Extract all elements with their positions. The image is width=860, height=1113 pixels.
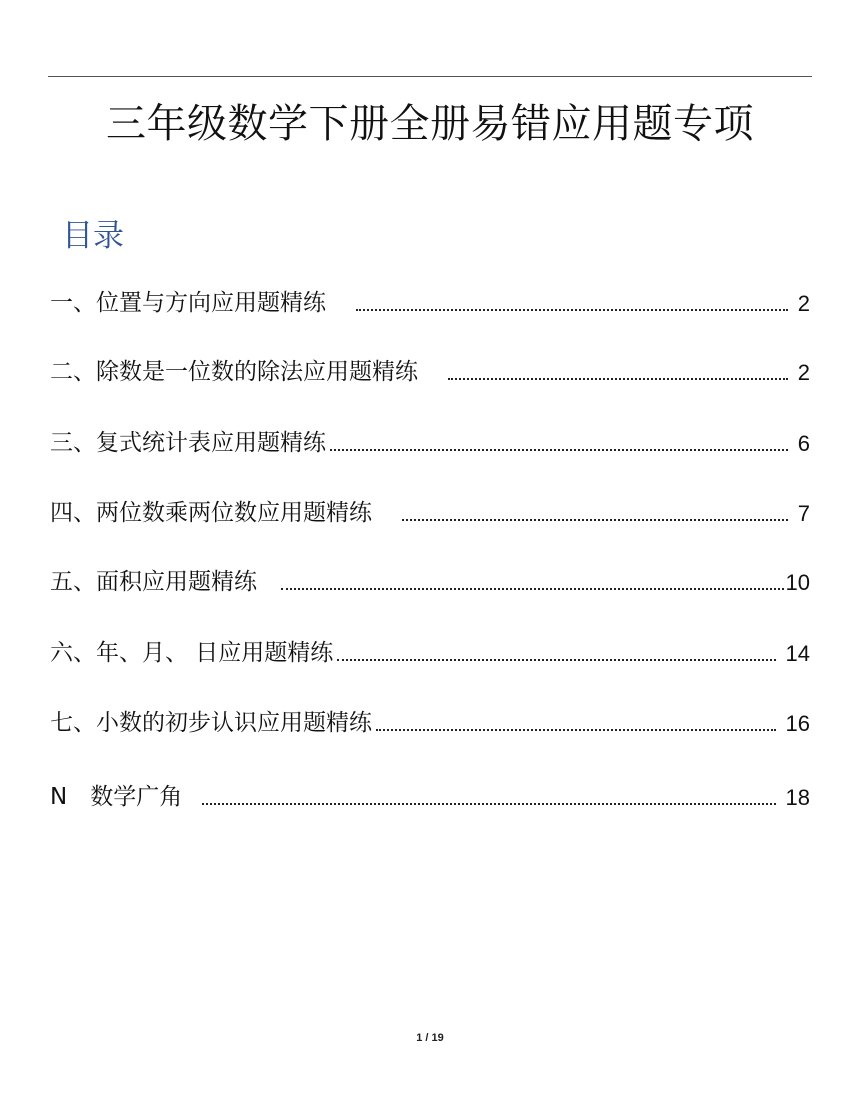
toc-entry[interactable] bbox=[50, 637, 810, 667]
document-title: 三年级数学下册全册易错应用题专项 bbox=[106, 101, 754, 147]
toc-entry[interactable] bbox=[50, 707, 810, 737]
toc-leader-dots bbox=[337, 659, 775, 661]
toc-entry-label: 一、位置与方向应用题精练 bbox=[50, 290, 326, 316]
toc-entry[interactable] bbox=[50, 427, 810, 457]
toc-entry[interactable] bbox=[50, 781, 810, 811]
toc-leader-dots bbox=[330, 449, 788, 451]
toc-entry-page: 7 bbox=[797, 501, 810, 526]
toc-entry[interactable] bbox=[50, 287, 810, 317]
toc-entry-page: 18 bbox=[785, 785, 810, 810]
toc-heading: 目录 bbox=[62, 218, 124, 254]
toc-entry-page: 6 bbox=[797, 431, 810, 456]
header-rule bbox=[48, 76, 812, 77]
toc-leader-dots bbox=[376, 729, 776, 731]
toc-leader-dots bbox=[281, 588, 784, 590]
toc-entry-label: 五、面积应用题精练 bbox=[50, 569, 257, 595]
toc-entry-label: 六、年、月、 日应用题精练 bbox=[50, 640, 334, 666]
toc-entry-label: 四、两位数乘两位数应用题精练 bbox=[50, 500, 372, 526]
toc-entry[interactable] bbox=[50, 356, 810, 386]
toc-entry-page: 2 bbox=[797, 360, 810, 385]
toc-entry[interactable] bbox=[50, 497, 810, 527]
toc-entry-label: 二、除数是一位数的除法应用题精练 bbox=[50, 359, 418, 385]
page-indicator: 1 / 19 bbox=[416, 1032, 444, 1044]
toc-entry-label: N 数学广角 bbox=[50, 784, 183, 810]
toc-entry-page: 10 bbox=[785, 570, 810, 595]
toc-leader-dots bbox=[448, 378, 788, 380]
toc-leader-dots bbox=[202, 803, 775, 805]
toc-leader-dots bbox=[356, 309, 788, 311]
toc-entry-page: 14 bbox=[785, 641, 810, 666]
toc-entry-label: 七、小数的初步认识应用题精练 bbox=[50, 710, 372, 736]
toc-leader-dots bbox=[402, 519, 788, 521]
toc-entry-page: 2 bbox=[797, 291, 810, 316]
toc-entry[interactable] bbox=[50, 566, 810, 596]
toc-entry-page: 16 bbox=[785, 711, 810, 736]
toc-entry-label: 三、复式统计表应用题精练 bbox=[50, 430, 326, 456]
